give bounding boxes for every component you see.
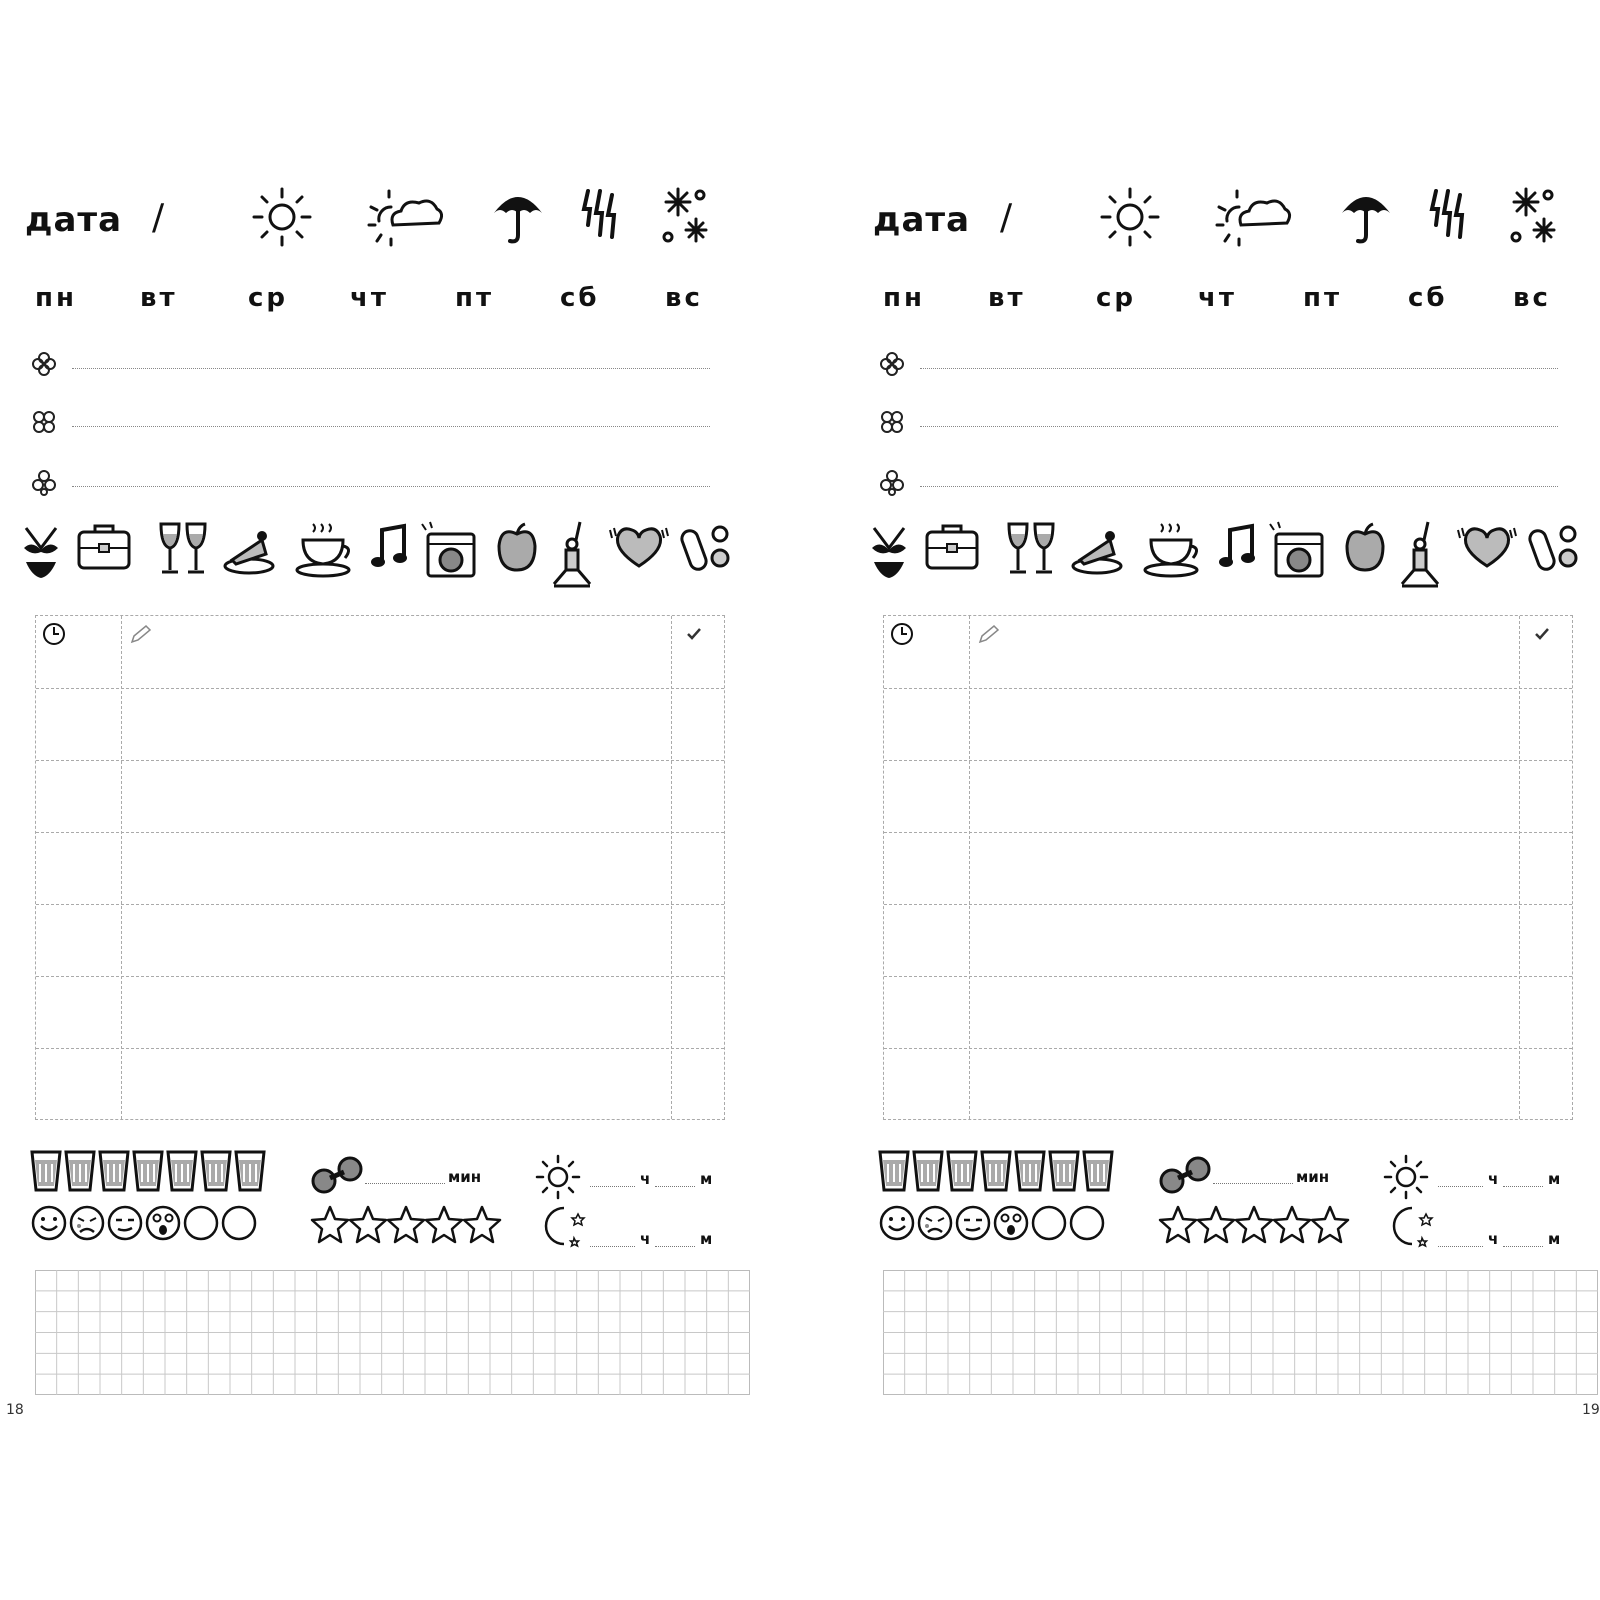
dumbbell-icon bbox=[310, 1153, 364, 1197]
briefcase-icon[interactable] bbox=[75, 520, 133, 572]
activity-icon-row bbox=[868, 520, 1600, 590]
right-page bbox=[868, 0, 1600, 1600]
water-glass-icon[interactable] bbox=[30, 1148, 62, 1194]
flower-icon bbox=[30, 468, 58, 498]
schedule-row[interactable] bbox=[884, 760, 1572, 832]
empty-circle-icon[interactable] bbox=[1030, 1204, 1068, 1242]
schedule-row[interactable] bbox=[884, 832, 1572, 904]
washing-machine-icon[interactable] bbox=[1268, 520, 1328, 580]
weekday-wed[interactable]: ср bbox=[248, 283, 289, 313]
schedule-row[interactable] bbox=[884, 616, 1572, 688]
rating-star-icon[interactable] bbox=[1310, 1204, 1350, 1246]
moon-icon bbox=[1388, 1204, 1434, 1250]
neutral-face-icon[interactable] bbox=[106, 1204, 144, 1242]
weekday-sun[interactable]: вс bbox=[1513, 283, 1551, 313]
weekday-sat[interactable]: сб bbox=[1408, 283, 1448, 313]
goal-line[interactable] bbox=[30, 468, 730, 498]
swimsuit-icon[interactable] bbox=[868, 520, 910, 582]
goal-writing-line[interactable] bbox=[72, 486, 710, 487]
sun-cloud-icon[interactable] bbox=[365, 185, 445, 249]
happy-face-icon[interactable] bbox=[878, 1204, 916, 1242]
rating-star-icon[interactable] bbox=[1234, 1204, 1274, 1246]
date-separator[interactable]: / bbox=[152, 197, 165, 238]
water-glasses bbox=[878, 1148, 1138, 1198]
goal-line[interactable] bbox=[878, 408, 1578, 438]
flower-icon bbox=[30, 408, 58, 438]
swimsuit-icon[interactable] bbox=[20, 520, 62, 582]
water-glass-icon[interactable] bbox=[912, 1148, 944, 1194]
goal-line[interactable] bbox=[30, 408, 730, 438]
minutes-unit: м bbox=[1548, 1170, 1561, 1188]
sleep-minutes-line[interactable] bbox=[1503, 1246, 1543, 1247]
goal-line[interactable] bbox=[878, 468, 1578, 498]
water-glass-icon[interactable] bbox=[64, 1148, 96, 1194]
water-glass-icon[interactable] bbox=[878, 1148, 910, 1194]
date-separator[interactable]: / bbox=[1000, 197, 1013, 238]
apple-icon[interactable] bbox=[495, 520, 539, 574]
water-glass-icon[interactable] bbox=[234, 1148, 266, 1194]
schedule-row[interactable] bbox=[36, 616, 724, 688]
washing-machine-icon[interactable] bbox=[420, 520, 480, 580]
weekday-mon[interactable]: пн bbox=[883, 283, 925, 313]
empty-circle-icon[interactable] bbox=[1068, 1204, 1106, 1242]
daily-tracker bbox=[20, 1148, 760, 1258]
date-row bbox=[868, 185, 1600, 245]
dumbbell-icon bbox=[1158, 1153, 1212, 1197]
sleep-minutes-line[interactable] bbox=[655, 1246, 695, 1247]
rain-icon[interactable] bbox=[1428, 185, 1468, 249]
music-note-icon[interactable] bbox=[1218, 520, 1258, 576]
exercise-unit: мин bbox=[1296, 1168, 1330, 1186]
heart-icon[interactable] bbox=[608, 520, 670, 570]
daily-tracker bbox=[868, 1148, 1600, 1258]
cake-icon[interactable] bbox=[222, 520, 276, 576]
weekday-mon[interactable]: пн bbox=[35, 283, 77, 313]
weekday-wed[interactable]: ср bbox=[1096, 283, 1137, 313]
weekday-row bbox=[868, 283, 1588, 323]
weekday-fri[interactable]: пт bbox=[455, 283, 495, 313]
weekday-thu[interactable]: чт bbox=[1198, 283, 1237, 313]
coffee-cup-icon[interactable] bbox=[295, 520, 355, 580]
surprised-face-icon[interactable] bbox=[992, 1204, 1030, 1242]
flower-icon bbox=[30, 350, 58, 380]
water-glass-icon[interactable] bbox=[946, 1148, 978, 1194]
goal-writing-line[interactable] bbox=[920, 368, 1558, 369]
notes-grid[interactable] bbox=[35, 1270, 750, 1395]
page-number-right: 19 bbox=[1582, 1402, 1600, 1418]
hours-unit: ч bbox=[640, 1170, 651, 1188]
exercise-input-line[interactable] bbox=[1213, 1183, 1293, 1184]
weekday-sun[interactable]: вс bbox=[665, 283, 703, 313]
schedule-row[interactable] bbox=[36, 904, 724, 976]
goal-writing-line[interactable] bbox=[72, 368, 710, 369]
mood-faces bbox=[30, 1204, 270, 1248]
exercise-unit: мин bbox=[448, 1168, 482, 1186]
heart-icon[interactable] bbox=[1456, 520, 1518, 570]
briefcase-icon[interactable] bbox=[923, 520, 981, 572]
weekday-thu[interactable]: чт bbox=[350, 283, 389, 313]
coffee-cup-icon[interactable] bbox=[1143, 520, 1203, 580]
flower-icon bbox=[878, 468, 906, 498]
sun-cloud-icon[interactable] bbox=[1213, 185, 1293, 249]
cake-icon[interactable] bbox=[1070, 520, 1124, 576]
sleep-hours-line[interactable] bbox=[1438, 1246, 1483, 1247]
rating-star-icon[interactable] bbox=[1158, 1204, 1198, 1246]
weekday-tue[interactable]: вт bbox=[988, 283, 1026, 313]
schedule-table bbox=[35, 615, 725, 1120]
water-glass-icon[interactable] bbox=[132, 1148, 164, 1194]
activity-icon-row bbox=[20, 520, 760, 590]
schedule-row[interactable] bbox=[884, 688, 1572, 760]
pills-icon[interactable] bbox=[1528, 520, 1580, 576]
rating-star-icon[interactable] bbox=[386, 1204, 426, 1246]
apple-icon[interactable] bbox=[1343, 520, 1387, 574]
date-row bbox=[20, 185, 760, 245]
yoga-icon[interactable] bbox=[1398, 520, 1442, 592]
empty-circle-icon[interactable] bbox=[220, 1204, 258, 1242]
wake-hours-line[interactable] bbox=[590, 1186, 635, 1187]
goal-line[interactable] bbox=[878, 350, 1578, 380]
flower-icon bbox=[878, 408, 906, 438]
sun-icon bbox=[535, 1154, 581, 1200]
pills-icon[interactable] bbox=[680, 520, 732, 576]
hours-unit: ч bbox=[1488, 1230, 1499, 1248]
surprised-face-icon[interactable] bbox=[144, 1204, 182, 1242]
date-label: дата bbox=[873, 200, 971, 240]
sun-icon bbox=[1383, 1154, 1429, 1200]
umbrella-icon[interactable] bbox=[490, 185, 546, 249]
water-glass-icon[interactable] bbox=[98, 1148, 130, 1194]
snow-icon[interactable] bbox=[660, 185, 710, 249]
goal-line[interactable] bbox=[30, 350, 730, 380]
goal-writing-line[interactable] bbox=[920, 426, 1558, 427]
exercise-input-line[interactable] bbox=[365, 1183, 445, 1184]
schedule-row[interactable] bbox=[884, 976, 1572, 1048]
water-glass-icon[interactable] bbox=[980, 1148, 1012, 1194]
water-glass-icon[interactable] bbox=[1082, 1148, 1114, 1194]
rating-star-icon[interactable] bbox=[1272, 1204, 1312, 1246]
water-glasses bbox=[30, 1148, 290, 1198]
weekday-fri[interactable]: пт bbox=[1303, 283, 1343, 313]
notes-grid[interactable] bbox=[883, 1270, 1598, 1395]
rating-stars bbox=[1158, 1204, 1358, 1250]
rating-star-icon[interactable] bbox=[462, 1204, 502, 1246]
crying-face-icon[interactable] bbox=[916, 1204, 954, 1242]
minutes-unit: м bbox=[700, 1230, 713, 1248]
rating-stars bbox=[310, 1204, 510, 1250]
neutral-face-icon[interactable] bbox=[954, 1204, 992, 1242]
page-number-left: 18 bbox=[6, 1402, 24, 1418]
wake-minutes-line[interactable] bbox=[1503, 1186, 1543, 1187]
wake-minutes-line[interactable] bbox=[655, 1186, 695, 1187]
goal-writing-line[interactable] bbox=[920, 486, 1558, 487]
water-glass-icon[interactable] bbox=[1014, 1148, 1046, 1194]
water-glass-icon[interactable] bbox=[166, 1148, 198, 1194]
rating-star-icon[interactable] bbox=[1196, 1204, 1236, 1246]
schedule-table bbox=[883, 615, 1573, 1120]
minutes-unit: м bbox=[1548, 1230, 1561, 1248]
weekday-sat[interactable]: сб bbox=[560, 283, 600, 313]
mood-faces bbox=[878, 1204, 1118, 1248]
schedule-row[interactable] bbox=[884, 1048, 1572, 1120]
left-page bbox=[20, 0, 780, 1600]
schedule-row[interactable] bbox=[36, 976, 724, 1048]
rating-star-icon[interactable] bbox=[424, 1204, 464, 1246]
happy-face-icon[interactable] bbox=[30, 1204, 68, 1242]
weekday-row bbox=[20, 283, 740, 323]
date-label: дата bbox=[25, 200, 123, 240]
music-note-icon[interactable] bbox=[370, 520, 410, 576]
schedule-row[interactable] bbox=[36, 688, 724, 760]
sleep-hours-line[interactable] bbox=[590, 1246, 635, 1247]
empty-circle-icon[interactable] bbox=[182, 1204, 220, 1242]
weekday-tue[interactable]: вт bbox=[140, 283, 178, 313]
schedule-row[interactable] bbox=[884, 904, 1572, 976]
crying-face-icon[interactable] bbox=[68, 1204, 106, 1242]
sun-icon[interactable] bbox=[250, 185, 314, 249]
umbrella-icon[interactable] bbox=[1338, 185, 1394, 249]
snow-icon[interactable] bbox=[1508, 185, 1558, 249]
goal-writing-line[interactable] bbox=[72, 426, 710, 427]
rating-star-icon[interactable] bbox=[310, 1204, 350, 1246]
wine-glasses-icon[interactable] bbox=[157, 520, 211, 580]
wake-hours-line[interactable] bbox=[1438, 1186, 1483, 1187]
water-glass-icon[interactable] bbox=[200, 1148, 232, 1194]
hours-unit: ч bbox=[1488, 1170, 1499, 1188]
yoga-icon[interactable] bbox=[550, 520, 594, 592]
water-glass-icon[interactable] bbox=[1048, 1148, 1080, 1194]
schedule-row[interactable] bbox=[36, 832, 724, 904]
schedule-row[interactable] bbox=[36, 1048, 724, 1120]
rain-icon[interactable] bbox=[580, 185, 620, 249]
flower-icon bbox=[878, 350, 906, 380]
sun-icon[interactable] bbox=[1098, 185, 1162, 249]
rating-star-icon[interactable] bbox=[348, 1204, 388, 1246]
minutes-unit: м bbox=[700, 1170, 713, 1188]
hours-unit: ч bbox=[640, 1230, 651, 1248]
schedule-row[interactable] bbox=[36, 760, 724, 832]
moon-icon bbox=[540, 1204, 586, 1250]
wine-glasses-icon[interactable] bbox=[1005, 520, 1059, 580]
